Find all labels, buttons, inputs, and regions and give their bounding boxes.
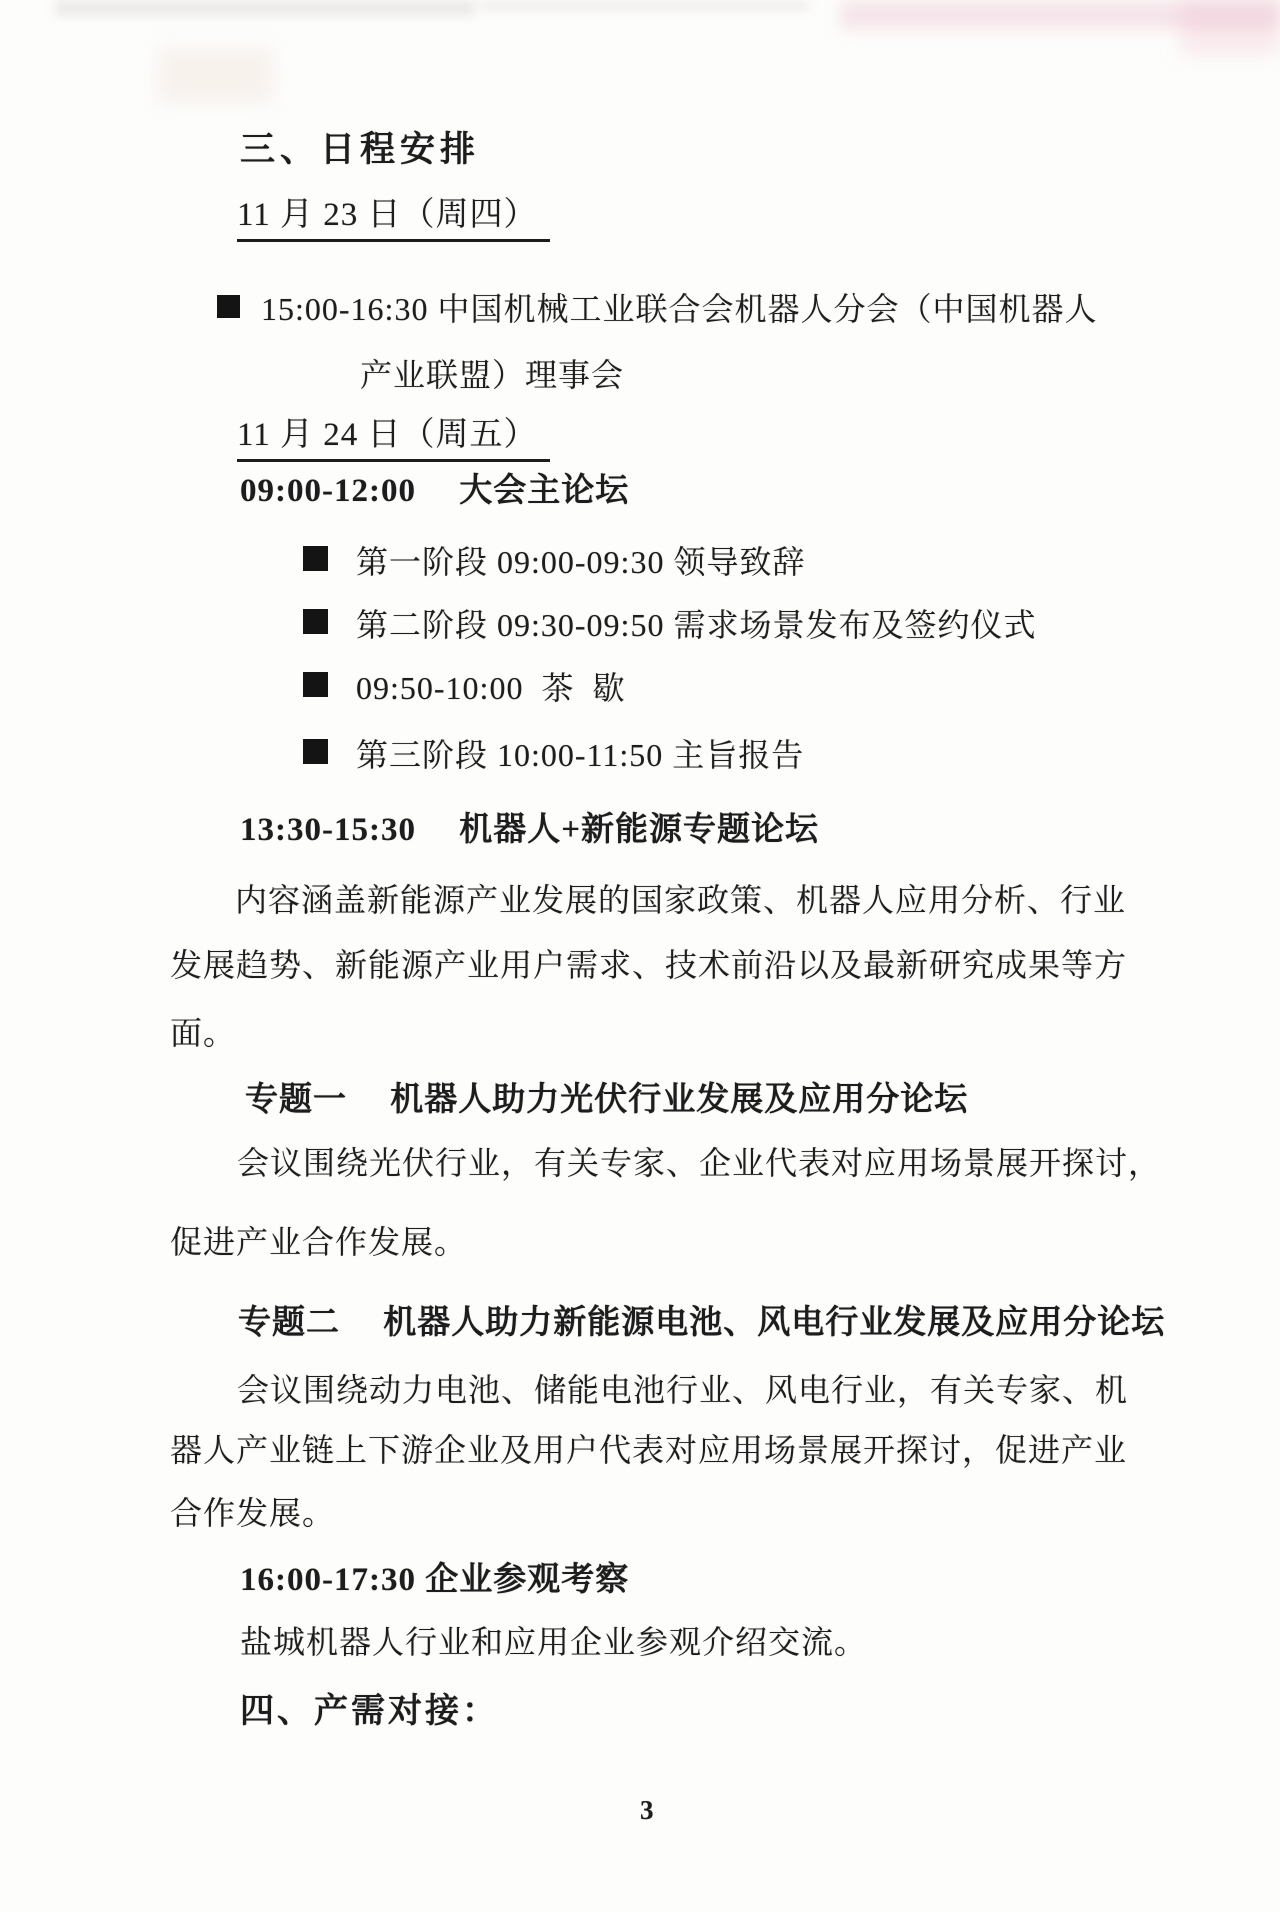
phase-item-1-text: 第一阶段 09:00-09:30 领导致辞 (356, 544, 806, 580)
date-heading-nov23-text: 11 月 23 日（周四） (237, 197, 550, 242)
phase-item-1 (303, 544, 805, 581)
new-energy-forum-title: 13:30-15:30 机器人+新能源专题论坛 (240, 812, 820, 848)
new-energy-forum-desc-line-1: 内容涵盖新能源产业发展的国家政策、机器人应用分析、行业 (235, 882, 1127, 918)
phase-item-2-text: 第二阶段 09:30-09:50 需求场景发布及签约仪式 (356, 607, 1037, 643)
new-energy-forum-desc-line-3: 面。 (170, 1015, 237, 1051)
scan-artifact (840, 0, 1280, 30)
scan-artifact (55, 0, 475, 16)
bullet-square-icon (303, 739, 328, 764)
scan-artifact (1180, 0, 1280, 55)
agenda-item-council-text: 15:00-16:30 中国机械工业联合会机器人分会（中国机器人 (261, 291, 1098, 327)
topic2-desc-line-1: 会议围绕动力电池、储能电池行业、风电行业，有关专家、机 (237, 1372, 1129, 1408)
topic1-desc-line-1: 会议围绕光伏行业，有关专家、企业代表对应用场景展开探讨， (237, 1145, 1162, 1181)
phase-item-tea-break-text: 09:50-10:00 茶 歇 (356, 670, 626, 706)
bullet-square-icon (217, 295, 240, 318)
page-number: 3 (640, 1795, 655, 1825)
agenda-item-council-continuation: 产业联盟）理事会 (360, 357, 625, 393)
topic2-title: 专题二 机器人助力新能源电池、风电行业发展及应用分论坛 (238, 1305, 1166, 1341)
agenda-item-council (217, 291, 1097, 328)
scan-artifact (480, 0, 810, 11)
section-heading-matchmaking: 四、产需对接： (240, 1693, 499, 1730)
phase-item-3 (303, 737, 804, 774)
company-visit-title: 16:00-17:30 企业参观考察 (240, 1562, 630, 1598)
phase-item-3-text: 第三阶段 10:00-11:50 主旨报告 (356, 737, 805, 773)
bullet-square-icon (303, 546, 328, 571)
topic2-desc-line-2: 器人产业链上下游企业及用户代表对应用场景展开探讨，促进产业 (170, 1432, 1128, 1468)
date-heading-nov23 (237, 196, 550, 235)
date-heading-nov24 (237, 416, 550, 455)
topic2-desc-line-3: 合作发展。 (170, 1495, 336, 1531)
company-visit-desc: 盐城机器人行业和应用企业参观介绍交流。 (240, 1624, 868, 1660)
phase-item-tea-break (303, 670, 625, 707)
bullet-square-icon (303, 609, 328, 634)
section-heading-schedule: 三、日程安排 (240, 130, 481, 169)
bullet-square-icon (303, 672, 328, 697)
main-forum-title: 09:00-12:00 大会主论坛 (240, 473, 630, 509)
date-heading-nov24-text: 11 月 24 日（周五） (237, 417, 550, 462)
topic1-desc-line-2: 促进产业合作发展。 (170, 1224, 468, 1260)
new-energy-forum-desc-line-2: 发展趋势、新能源产业用户需求、技术前沿以及最新研究成果等方 (170, 947, 1128, 983)
scan-artifact (158, 48, 273, 103)
topic1-title: 专题一 机器人助力光伏行业发展及应用分论坛 (245, 1082, 969, 1118)
phase-item-2 (303, 607, 1036, 644)
